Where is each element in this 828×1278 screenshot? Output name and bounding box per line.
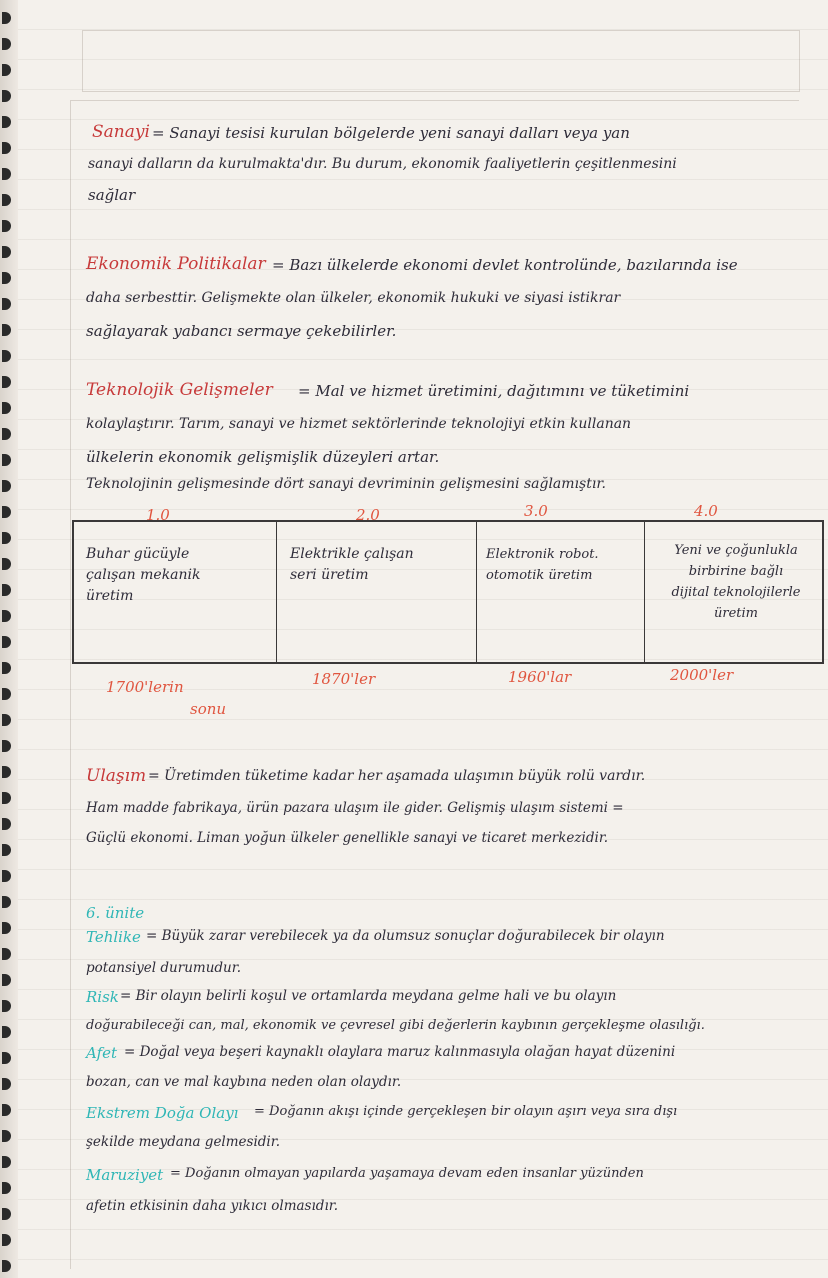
binding-ring [2,428,11,440]
binding-ring [2,1156,11,1168]
binding-ring [2,38,11,50]
table-cell-1: Buhar gücüyle çalışan mekanik üretim [86,546,201,604]
binding-ring [2,12,11,24]
binding-ring [2,584,11,596]
maruziyet-line-1: = Doğanın olmayan yapılarda yaşamaya devam eden insanlar yüzünden [170,1166,644,1181]
binding-ring [2,194,11,206]
teknolojik-line-2: kolaylaştırır. Tarım, sanayi ve hizmet sektörlerinde teknolojiyi etkin kullanan [86,416,632,432]
binding-ring [2,220,11,232]
tehlike-term: Tehlike [86,928,141,946]
ekstrem-line-2: şekilde meydana gelmesidir. [86,1134,281,1150]
ekstrem-line-1: = Doğanın akışı içinde gerçekleşen bir olayın aşırı veya sıra dışı [254,1104,678,1119]
ekonomik-line-2: daha serbesttir. Gelişmekte olan ülkeler, ekonomik hukuki ve siyasi istikrar [86,290,621,306]
sanayi-line-3: sağlar [88,186,136,204]
binding-ring [2,1026,11,1038]
era-label-2: 2.0 [356,506,380,524]
sanayi-heading: Sanayi [92,122,150,142]
ulasim-line-2: Ham madde fabrikaya, ürün pazara ulaşım ile gider. Gelişmiş ulaşım sistemi = [86,800,624,816]
risk-line-2: doğurabileceği can, mal, ekonomik ve çevresel gibi değerlerin kaybının gerçekleşme olasılığı. [86,1018,705,1033]
binding-ring [2,480,11,492]
binding-ring [2,1130,11,1142]
ekonomik-line-1: = Bazı ülkelerde ekonomi devlet kontrolünde, bazılarında ise [272,256,738,274]
era-label-4: 4.0 [694,502,718,520]
sanayi-line-1: = Sanayi tesisi kurulan bölgelerde yeni sanayi dalları veya yan [152,124,630,142]
binding-ring [2,974,11,986]
binding-ring [2,610,11,622]
binding-ring [2,714,11,726]
ulasim-line-3: Güçlü ekonomi. Liman yoğun ülkeler genellikle sanayi ve ticaret merkezidir. [86,830,609,846]
binding-ring [2,506,11,518]
binding-ring [2,64,11,76]
binding-ring [2,792,11,804]
table-cell-4: Yeni ve çoğunlukla birbirine bağlı dijital teknolojilerle üretim [671,543,801,621]
binding-ring [2,1182,11,1194]
binding-ring [2,740,11,752]
binding-ring [2,90,11,102]
binding-ring [2,272,11,284]
ekonomik-heading: Ekonomik Politikalar [86,254,266,274]
date-label-2: 1870'ler [312,670,376,688]
binding-ring [2,350,11,362]
teknolojik-line-4: Teknolojinin gelişmesinde dört sanayi devriminin gelişmesini sağlamıştır. [86,476,606,492]
binding-ring [2,1234,11,1246]
table-cell-2: Elektrikle çalışan seri üretim [290,546,414,583]
binding-ring [2,1052,11,1064]
binding-ring [2,532,11,544]
binding-ring [2,870,11,882]
binding-ring [2,246,11,258]
binding-ring [2,922,11,934]
binding-ring [2,948,11,960]
binding-ring [2,298,11,310]
binding-ring [2,558,11,570]
sanayi-line-2: sanayi dalların da kurulmakta'dır. Bu durum, ekonomik faaliyetlerin çeşitlenmesini [88,156,677,172]
date-label-4: 2000'ler [670,666,734,684]
date-label-1: 1700'lerin [106,678,184,696]
risk-line-1: = Bir olayın belirli koşul ve ortamlarda meydana gelme hali ve bu olayın [120,988,617,1004]
binding-ring [2,766,11,778]
tehlike-line-2: potansiyel durumudur. [86,960,241,976]
binding-ring [2,142,11,154]
spiral-binding [0,0,18,1278]
revolutions-table [72,520,824,664]
ulasim-heading: Ulaşım [86,766,147,786]
binding-ring [2,662,11,674]
binding-ring [2,1208,11,1220]
binding-ring [2,1260,11,1272]
binding-ring [2,454,11,466]
teknolojik-heading: Teknolojik Gelişmeler [86,380,273,400]
afet-line-1: = Doğal veya beşeri kaynaklı olaylara maruz kalınmasıyla olağan hayat düzenini [124,1044,676,1060]
afet-term: Afet [86,1044,118,1062]
binding-ring [2,688,11,700]
afet-line-2: bozan, can ve mal kaybına neden olan olaydır. [86,1074,402,1090]
tehlike-line-1: = Büyük zarar verebilecek ya da olumsuz sonuçlar doğurabilecek bir olayın [146,928,665,944]
binding-ring [2,896,11,908]
teknolojik-line-1: = Mal ve hizmet üretimini, dağıtımını ve tüketimini [298,382,690,400]
era-label-1: 1.0 [146,506,170,524]
binding-ring [2,324,11,336]
unite-heading: 6. ünite [86,904,145,922]
binding-ring [2,168,11,180]
table-cell-3: Elektronik robot. otomotik üretim [486,547,599,583]
header-box [82,30,800,92]
risk-term: Risk [86,988,119,1006]
binding-ring [2,376,11,388]
binding-ring [2,818,11,830]
ekonomik-line-3: sağlayarak yabancı sermaye çekebilirler. [86,322,397,340]
binding-ring [2,402,11,414]
binding-ring [2,636,11,648]
maruziyet-line-2: afetin etkisinin daha yıkıcı olmasıdır. [86,1198,339,1214]
date-label-1-sub: sonu [190,700,227,718]
date-label-3: 1960'lar [508,668,572,686]
maruziyet-term: Maruziyet [86,1166,164,1184]
binding-ring [2,1104,11,1116]
era-label-3: 3.0 [524,502,548,520]
binding-ring [2,1078,11,1090]
binding-ring [2,1000,11,1012]
teknolojik-line-3: ülkelerin ekonomik gelişmişlik düzeyleri artar. [86,448,440,466]
binding-ring [2,844,11,856]
ekstrem-term: Ekstrem Doğa Olayı [86,1104,239,1122]
binding-ring [2,116,11,128]
ulasim-line-1: = Üretimden tüketime kadar her aşamada ulaşımın büyük rolü vardır. [148,768,646,784]
